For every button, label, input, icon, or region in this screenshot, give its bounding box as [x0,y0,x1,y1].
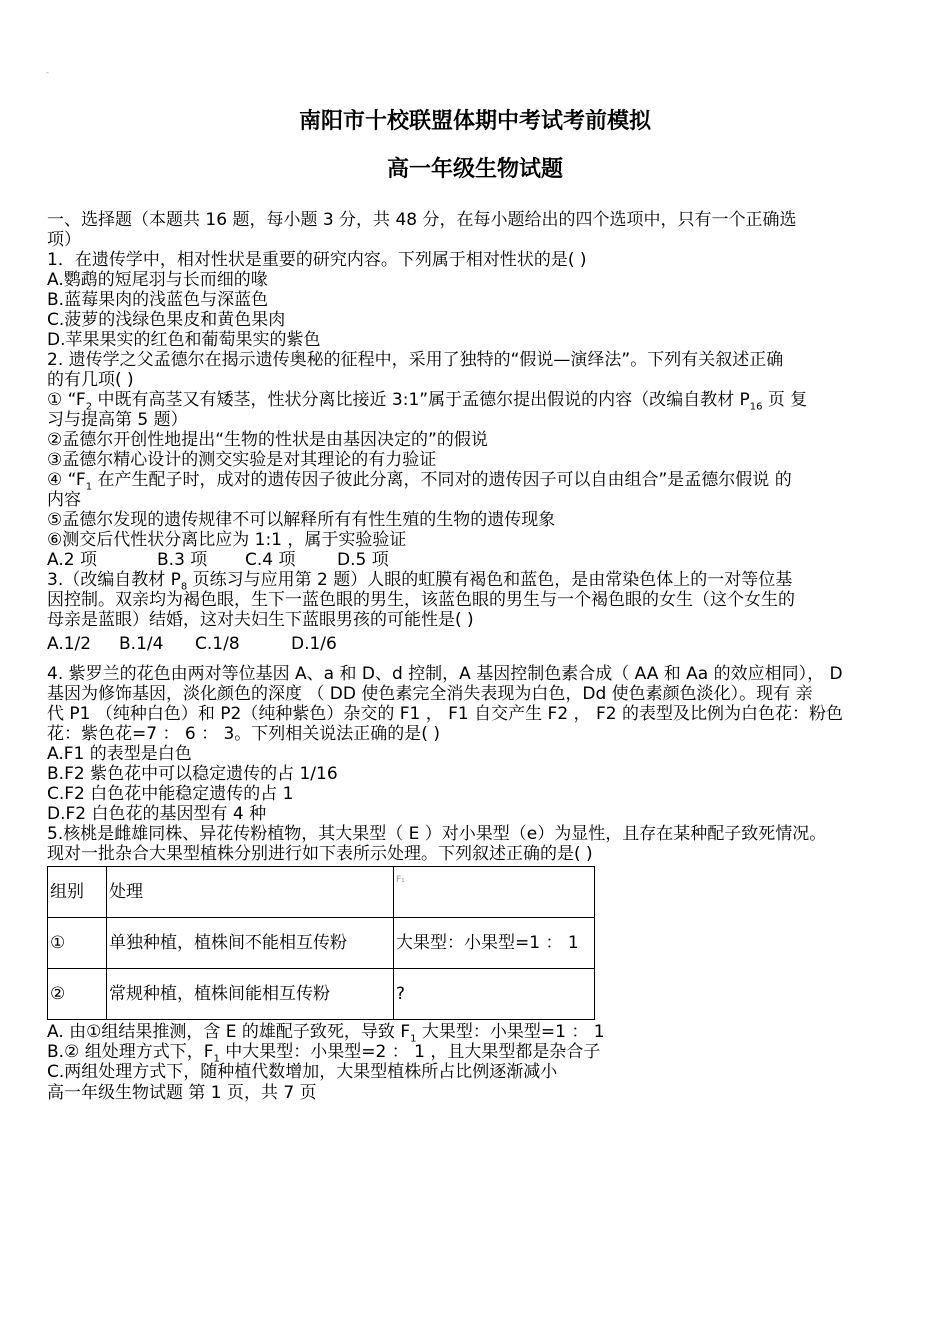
q5-stem: 5.核桃是雌雄同株、异花传粉植物，其大果型（ E ）对小果型（e）为显性，且存在某种配子致死情况。 [47,824,827,844]
q2-statement-4-cont: 内容 [47,490,81,510]
corner-mark: - [46,68,49,77]
q3-option-b: B.1/4 [119,634,164,654]
table-row [48,969,595,1020]
q3-stem-cont2: 母亲是蓝眼）结婚，这对夫妇生下蓝眼男孩的可能性是( ) [47,610,474,630]
q1-option-d: D.苹果果实的红色和葡萄果实的紫色 [47,330,321,350]
exam-content [47,210,909,1082]
q3-options [47,634,909,654]
table-cell: 大果型：小果型=1 ： 1 [394,918,595,969]
q2-statement-3: ③孟德尔精心设计的测交实验是对其理论的有力验证 [47,450,437,470]
q4-stem-cont3: 花：紫色花=7 ： 6 ： 3。下列相关说法正确的是( ) [47,724,440,744]
q1-option-b: B.蓝莓果肉的浅蓝色与深蓝色 [47,290,269,310]
q2-options [47,550,909,570]
q5-option-a: A. 由①组结果推测，含 E 的雄配子致死，导致 $F_1$ 大果型：小果型=1 ： 1 [47,1022,605,1045]
q2-option-d: D.5 项 [337,550,389,570]
exam-title: 南阳市十校联盟体期中考试考前模拟 [298,109,651,134]
table-row [48,918,595,969]
q3-option-d: D.1/6 [291,634,337,654]
q2-statement-1: ① “$F_2$ 中既有高茎又有矮茎，性状分离比接近 3:1”属于孟德尔提出假说的内容（改编自教材 $P_{16}$ 页 复 [47,390,808,413]
q2-statement-4: ④ “$F_1$ 在产生配子时，成对的遗传因子彼此分离，不同对的遗传因子可以自由组合”是孟德尔假说 的 [47,470,792,493]
q1-option-c: C.菠萝的浅绿色果皮和黄色果肉 [47,310,286,330]
table-header-row [48,867,595,918]
q4-option-a: A.F1 的表型是白色 [47,744,192,764]
q3-option-c: C.1/8 [195,634,240,654]
q4-stem: 4. 紫罗兰的花色由两对等位基因 A、a 和 D、d 控制，A 基因控制色素合成（ AA 和 Aa 的效应相同）， D [47,664,843,684]
page-footer: 高一年级生物试题 第 1 页，共 7 页 [47,1083,317,1103]
q2-stem-cont: 的有几项( ) [47,370,134,390]
q5-option-c: C.两组处理方式下，随种植代数增加，大果型植株所占比例逐渐减小 [47,1062,558,1082]
table-cell: ② [48,969,107,1020]
q5-stem-cont: 现对一批杂合大果型植株分别进行如下表所示处理。下列叙述正确的是( ) [47,844,593,864]
q4-option-c: C.F2 白色花中能稳定遗传的占 1 [47,784,294,804]
q4-stem-cont2: 代 P1 （纯种白色）和 P2（纯种紫色）杂交的 F1 ， F1 自交产生 F2 ， F2 的表型及比例为白色花：粉色 [47,704,843,724]
q4-stem-cont: 基因为修饰基因，淡化颜色的深度 （ DD 使色素完全消失表现为白色，Dd 使色素颜色淡化）。现有 亲 [47,684,813,704]
q3-option-a: A.1/2 [47,634,92,654]
section-intro: 一、选择题（本题共 16 题，每小题 3 分，共 48 分，在每小题给出的四个选项中，只有一个正确选 [47,210,797,230]
table-cell: 单独种植，植株间不能相互传粉 [107,918,394,969]
q3-stem-cont: 因控制。双亲均为褐色眼，生下一蓝色眼的男生，该蓝色眼的男生与一个褐色眼的女生（这个女生的 [47,590,795,610]
table-header-cell: 组别 [48,867,107,918]
section-intro-cont: 项） [47,230,81,250]
q4-option-b: B.F2 紫色花中可以稳定遗传的占 1/16 [47,764,338,784]
q2-statement-5: ⑤孟德尔发现的遗传规律不可以解释所有有性生殖的生物的遗传现象 [47,510,556,530]
q2-stem: 2. 遗传学之父孟德尔在揭示遗传奥秘的征程中，采用了独特的“假说—演绎法”。下列有关叙述正确 [47,350,784,370]
table-header-cell: F₁ [394,867,595,918]
q1-stem: 1．在遗传学中，相对性状是重要的研究内容。下列属于相对性状的是( ) [47,250,587,270]
table-cell: 常规种植，植株间能相互传粉 [107,969,394,1020]
q2-statement-1-cont: 习与提高第 5 题） [47,410,188,430]
table-header-cell: 处理 [107,867,394,918]
q5-table [47,866,595,1020]
q5-option-b: B.② 组处理方式下，$F_1$ 中大果型：小果型=2 ： 1 ，且大果型都是杂合子 [47,1042,601,1065]
q2-option-a: A.2 项 [47,550,97,570]
table-cell: ① [48,918,107,969]
q2-statement-6: ⑥测交后代性状分离比应为 1:1 ，属于实验验证 [47,530,407,550]
table-cell: ? [394,969,595,1020]
q2-statement-2: ②孟德尔开创性地提出“生物的性状是由基因决定的”的假说 [47,430,488,450]
q1-option-a: A.鹦鹉的短尾羽与长而细的喙 [47,270,268,290]
q4-option-d: D.F2 白色花的基因型有 4 种 [47,804,267,824]
q2-option-b: B.3 项 [157,550,208,570]
q3-stem: 3.（改编自教材 $P_8$ 页练习与应用第 2 题）人眼的虹膜有褐色和蓝色，是由常染色体上的一对等位基 [47,570,793,593]
q2-option-c: C.4 项 [245,550,296,570]
exam-subtitle: 高一年级生物试题 [386,157,563,182]
